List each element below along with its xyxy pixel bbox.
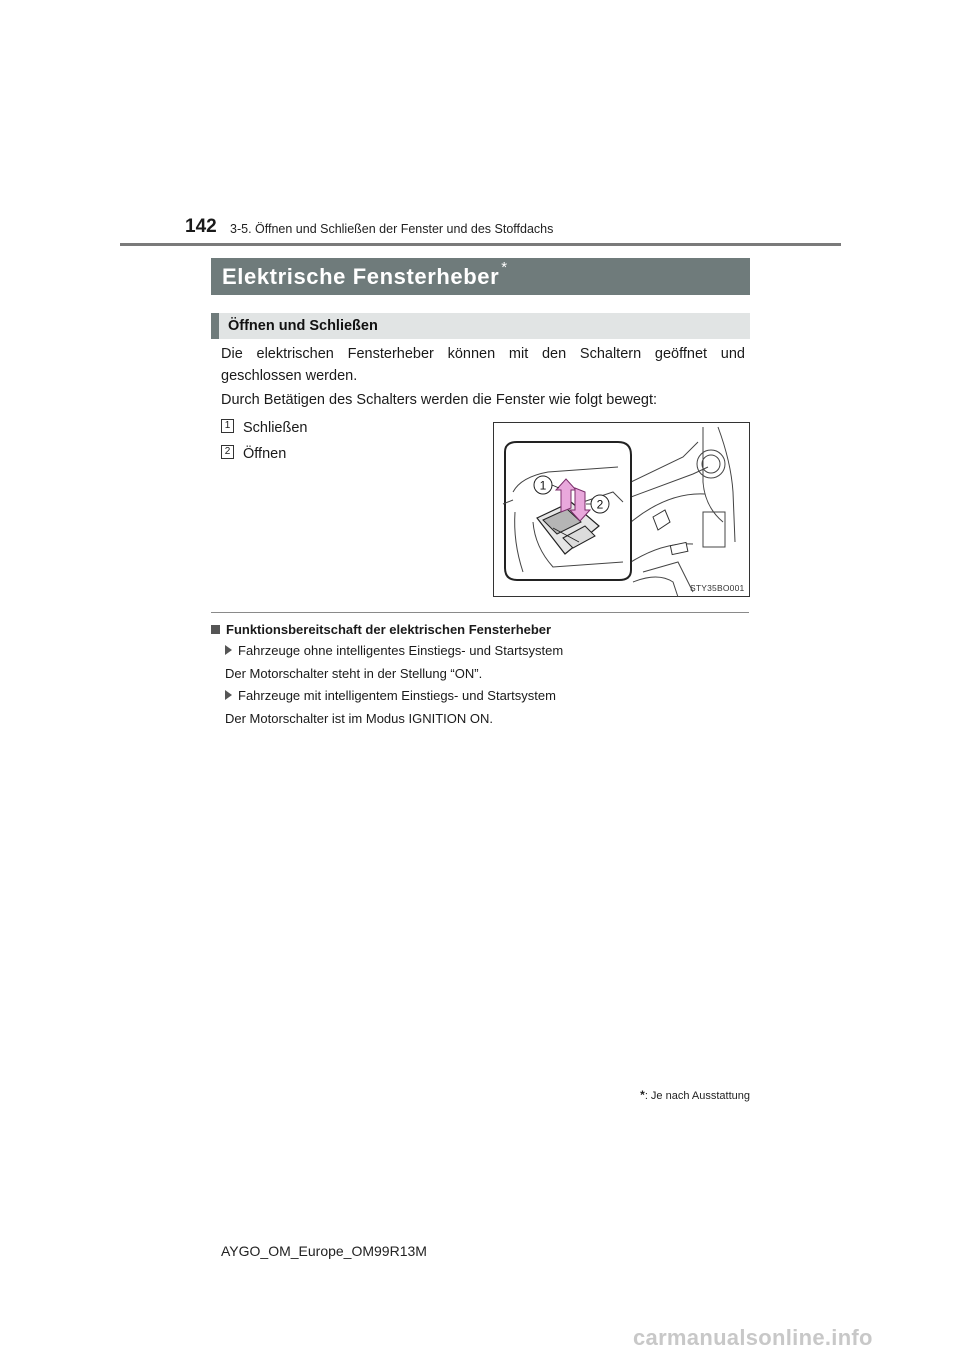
watermark: carmanualsonline.info bbox=[633, 1325, 873, 1350]
header-rule bbox=[120, 243, 841, 246]
footnote-text: : Je nach Ausstattung bbox=[644, 1090, 750, 1102]
condition-label-1-text: Fahrzeuge ohne intelligentes Einstiegs- und Startsystem bbox=[238, 643, 564, 658]
asterisk-icon: * bbox=[501, 259, 508, 276]
document-code: AYGO_OM_Europe_OM99R13M bbox=[221, 1243, 427, 1259]
condition-text-2: Der Motorschalter ist im Modus IGNITION ON. bbox=[225, 711, 493, 726]
callout-1-number: 1 bbox=[539, 478, 547, 493]
section-rule bbox=[211, 612, 749, 613]
square-bullet-icon bbox=[211, 625, 220, 634]
instruction-paragraph: Durch Betätigen des Schalters werden die Fenster wie folgt bewegt: bbox=[221, 392, 658, 408]
step-label-open: Öffnen bbox=[243, 446, 287, 462]
intro-paragraph: Die elektrischen Fensterheber können mit den Schaltern geöffnet und geschlossen werden. bbox=[221, 346, 745, 384]
asterisk-icon: * bbox=[640, 1088, 645, 1102]
condition-label-2-text: Fahrzeuge mit intelligentem Einstiegs- und Startsystem bbox=[238, 688, 556, 703]
triangle-bullet-icon bbox=[225, 645, 232, 655]
section-title-bar bbox=[211, 258, 750, 295]
callout-2-number: 2 bbox=[596, 497, 604, 512]
step-label-close: Schließen bbox=[243, 420, 308, 436]
step-number-2-icon: 2 bbox=[221, 445, 234, 459]
section-running-head: 3-5. Öffnen und Schließen der Fenster und des Stoffdachs bbox=[230, 222, 554, 236]
condition-label-2 bbox=[225, 687, 556, 705]
note-heading-text: Funktionsbereitschaft der elektrischen Fensterheber bbox=[226, 622, 552, 637]
section-title: Elektrische Fensterheber bbox=[222, 264, 500, 289]
condition-text-1: Der Motorschalter steht in der Stellung “ON”. bbox=[225, 666, 483, 681]
condition-label-1 bbox=[225, 642, 563, 660]
subheading: Öffnen und Schließen bbox=[228, 318, 378, 334]
triangle-bullet-icon bbox=[225, 690, 232, 700]
window-switch-illustration bbox=[493, 422, 750, 597]
page-number: 142 bbox=[185, 216, 217, 237]
note-heading bbox=[211, 621, 551, 639]
step-number-1-icon: 1 bbox=[221, 419, 234, 433]
subheading-bar bbox=[211, 313, 750, 339]
footnote bbox=[600, 1088, 750, 1102]
figure-code: STY35BO001 bbox=[690, 583, 745, 593]
